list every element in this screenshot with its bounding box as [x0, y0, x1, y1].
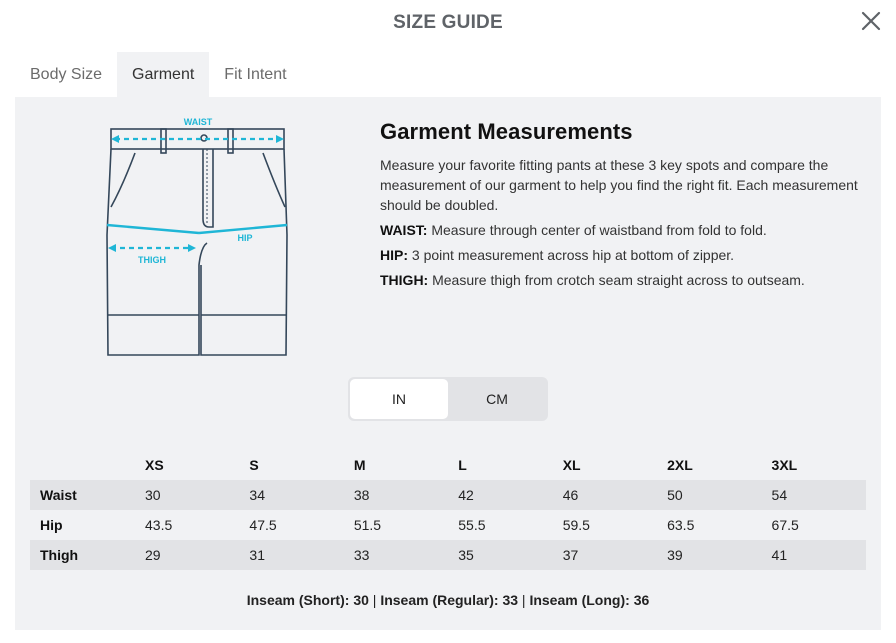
table-header-cell: S: [249, 457, 259, 473]
table-header-cell: M: [353, 457, 366, 473]
table-cell: 31: [239, 540, 343, 570]
hip-label: HIP: [237, 233, 253, 243]
inseam-short-value: 30: [353, 592, 369, 608]
waist-instruction: [380, 220, 870, 240]
table-header-cell: XL: [562, 457, 581, 473]
table-cell: 51.5: [353, 517, 382, 533]
unit-toggle: [348, 377, 548, 421]
hip-instruction: [380, 245, 870, 265]
table-cell: 38: [344, 480, 448, 510]
table-header-cell: 3XL: [771, 457, 798, 473]
table-header-cell: [30, 450, 135, 480]
thigh-term: THIGH:: [380, 272, 429, 288]
table-cell: 29: [135, 540, 239, 570]
thigh-text: Measure thigh from crotch seam straight across to outseam.: [428, 272, 805, 288]
shorts-diagram-icon: [105, 115, 295, 363]
unit-option-cm[interactable]: CM: [486, 391, 508, 407]
table-header-row: [30, 450, 866, 480]
table-cell: 42: [448, 480, 552, 510]
table-cell: 39: [657, 540, 761, 570]
table-cell: 54: [762, 480, 866, 510]
hip-text: 3 point measurement across hip at bottom of zipper.: [408, 247, 735, 263]
thigh-label: THIGH: [138, 255, 166, 265]
table-cell: 41: [762, 540, 866, 570]
table-row-thigh: [30, 540, 866, 570]
table-cell: 59.5: [562, 517, 590, 533]
table-header-cell: 2XL: [667, 457, 693, 473]
table-header-cell: L: [458, 457, 467, 473]
garment-info: [380, 119, 870, 295]
description: Measure your favorite fitting pants at these 3 key spots and compare the measurement of our garment to help you find the right fit. Each measurement should be doubled.: [380, 157, 858, 213]
table-cell: 37: [553, 540, 657, 570]
table-cell: 67.5: [771, 517, 799, 533]
table-cell: 33: [344, 540, 448, 570]
inseam-separator: |: [372, 592, 377, 608]
section-heading: Garment Measurements: [380, 119, 633, 144]
close-icon[interactable]: [860, 10, 882, 32]
row-label: Thigh: [30, 540, 135, 570]
table-cell: 30: [135, 480, 239, 510]
table-cell: 46: [553, 480, 657, 510]
inseam-long-label: Inseam (Long):: [529, 592, 630, 608]
table-cell: 50: [657, 480, 761, 510]
table-cell: 55.5: [458, 517, 486, 533]
inseam-regular-label: Inseam (Regular):: [380, 592, 499, 608]
inseam-separator: |: [521, 592, 526, 608]
table-header-cell: XS: [145, 457, 164, 473]
thigh-instruction: [380, 270, 870, 290]
row-label: Hip: [40, 517, 63, 533]
table-cell: 43.5: [145, 517, 173, 533]
inseam-info: [15, 592, 881, 608]
table-row-waist: [30, 480, 866, 510]
tab-garment[interactable]: Garment: [117, 52, 209, 97]
waist-term: WAIST:: [380, 222, 428, 238]
tab-body-size[interactable]: Body Size: [30, 66, 103, 83]
table-cell: 63.5: [667, 517, 695, 533]
size-table: [30, 450, 866, 570]
unit-option-in[interactable]: IN: [350, 379, 448, 419]
inseam-short-label: Inseam (Short):: [246, 592, 350, 608]
table-cell: 35: [448, 540, 552, 570]
inseam-long-value: 36: [633, 592, 650, 608]
close-button[interactable]: [860, 10, 882, 32]
table-cell: 47.5: [249, 517, 277, 533]
waist-text: Measure through center of waistband from fold to fold.: [427, 222, 767, 238]
hip-term: HIP:: [380, 247, 408, 263]
row-label: Waist: [30, 480, 135, 510]
table-row-hip: [30, 510, 866, 540]
inseam-regular-value: 33: [502, 592, 519, 608]
garment-panel: [15, 97, 881, 630]
tab-bar: [15, 52, 302, 97]
modal-title: SIZE GUIDE: [393, 12, 503, 33]
table-cell: 34: [239, 480, 343, 510]
waist-label: WAIST: [183, 117, 213, 127]
tab-fit-intent[interactable]: Fit Intent: [224, 66, 287, 83]
